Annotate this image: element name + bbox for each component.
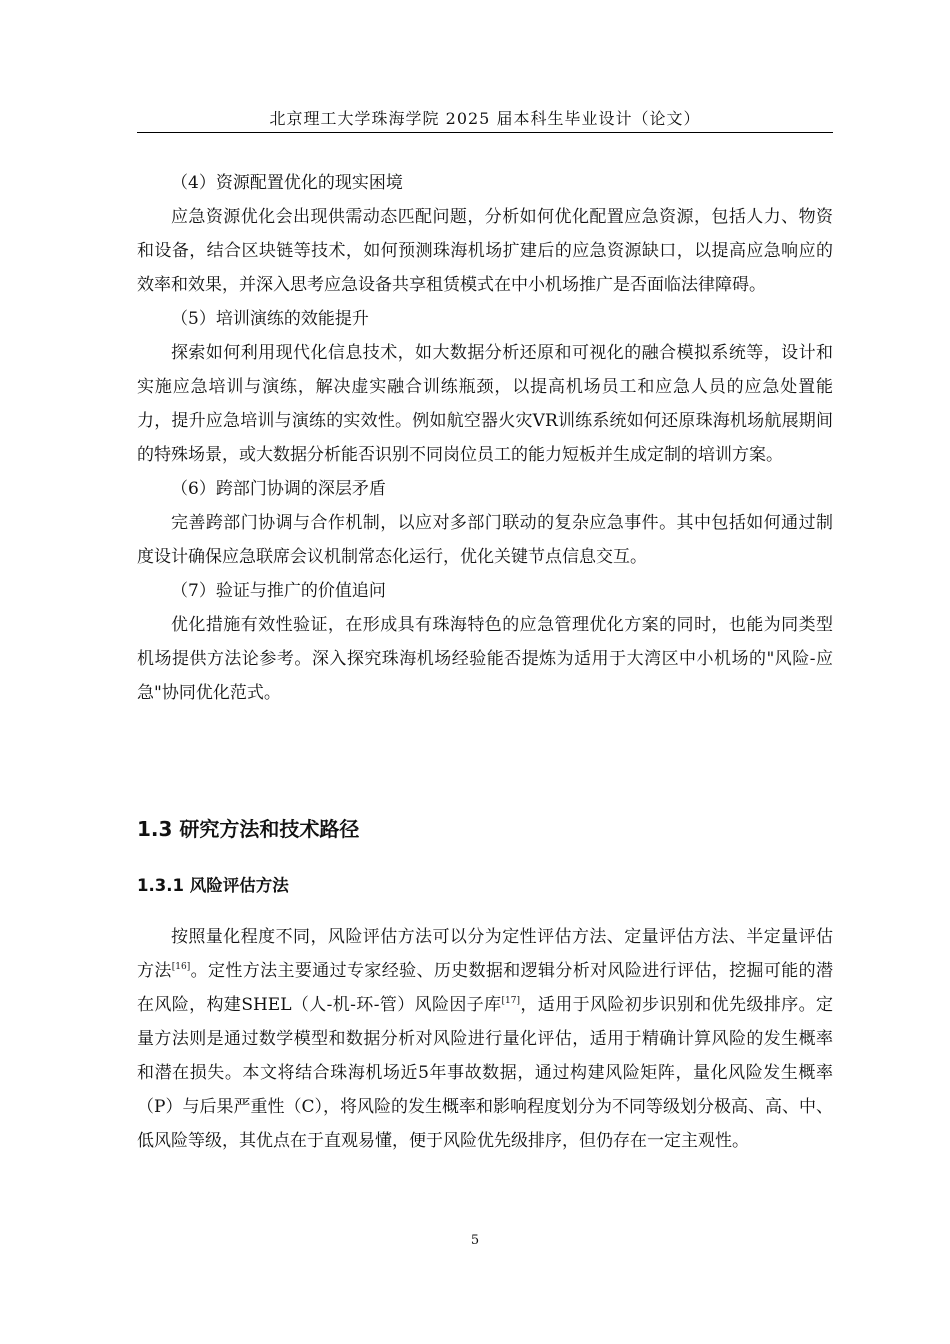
header-rule bbox=[137, 132, 833, 133]
paragraph-coordination: 完善跨部门协调与合作机制，以应对多部门联动的复杂应急事件。其中包括如何通过制度设计确保应急联席会议机制常态化运行，优化关键节点信息交互。 bbox=[137, 513, 833, 567]
paragraph-training: 探索如何利用现代化信息技术，如大数据分析还原和可视化的融合模拟系统等，设计和实施应急培训与演练，解决虚实融合训练瓶颈，以提高机场员工和应急人员的应急处置能力，提升应急培训与演练的实效性。例如航空器火灾VR训练系统如何还原珠海机场航展期间的特殊场景，或大数据分析能否识别不同岗位员工的能力短板并生成定制的培训方案。 bbox=[137, 343, 833, 465]
paragraph-validation: 优化措施有效性验证，在形成具有珠海特色的应急管理优化方案的同时，也能为同类型机场提供方法论参考。深入探究珠海机场经验能否提炼为适用于大湾区中小机场的"风险-应急"协同优化范式。 bbox=[137, 615, 833, 703]
subhead-7: （7）验证与推广的价值追问 bbox=[171, 581, 386, 601]
subhead-6: （6）跨部门协调的深层矛盾 bbox=[171, 479, 386, 499]
citation-16: [16] bbox=[171, 962, 191, 972]
method-text-3: ，适用于风险初步识别和优先级排序。定量方法则是通过数学模型和数据分析对风险进行量化评估，适用于精确计算风险的发生概率和潜在损失。本文将结合珠海机场近5年事故数据，通过构建风险矩阵，量化风险发生概率（P）与后果严重性（C），将风险的发生概率和影响程度划分为不同等级划分极高、高、中、低风险等级，其优点在于直观易懂，便于风险优先级排序，但仍存在一定主观性。 bbox=[137, 995, 834, 1151]
section-body-top bbox=[137, 166, 833, 710]
method-text-1: 按照量化程度不同，风险评估方法可以分为定性评估方法、定量评估方法、半定量评估方法 bbox=[137, 927, 833, 981]
paragraph-resource: 应急资源优化会出现供需动态匹配问题，分析如何优化配置应急资源，包括人力、物资和设备，结合区块链等技术，如何预测珠海机场扩建后的应急资源缺口，以提高应急响应的效率和效果，并深入思考应急设备共享租赁模式在中小机场推广是否面临法律障碍。 bbox=[137, 207, 833, 295]
page-header: 北京理工大学珠海学院 2025 届本科生毕业设计（论文） bbox=[269, 109, 701, 128]
citation-17: [17] bbox=[501, 996, 521, 1006]
section-body-methods bbox=[137, 920, 833, 1158]
page-number: 5 bbox=[470, 1233, 480, 1248]
paragraph-risk-methods bbox=[137, 920, 833, 1158]
section-heading-1-3: 1.3 研究方法和技术路径 bbox=[137, 817, 360, 841]
section-heading-1-3-1: 1.3.1 风险评估方法 bbox=[137, 876, 289, 895]
subhead-5: （5）培训演练的效能提升 bbox=[171, 309, 369, 329]
subhead-4: （4）资源配置优化的现实困境 bbox=[171, 173, 403, 193]
method-text-2: 。定性方法主要通过专家经验、历史数据和逻辑分析对风险进行评估，挖掘可能的潜在风险，构建SHEL（人-机-环-管）风险因子库 bbox=[137, 961, 834, 1015]
